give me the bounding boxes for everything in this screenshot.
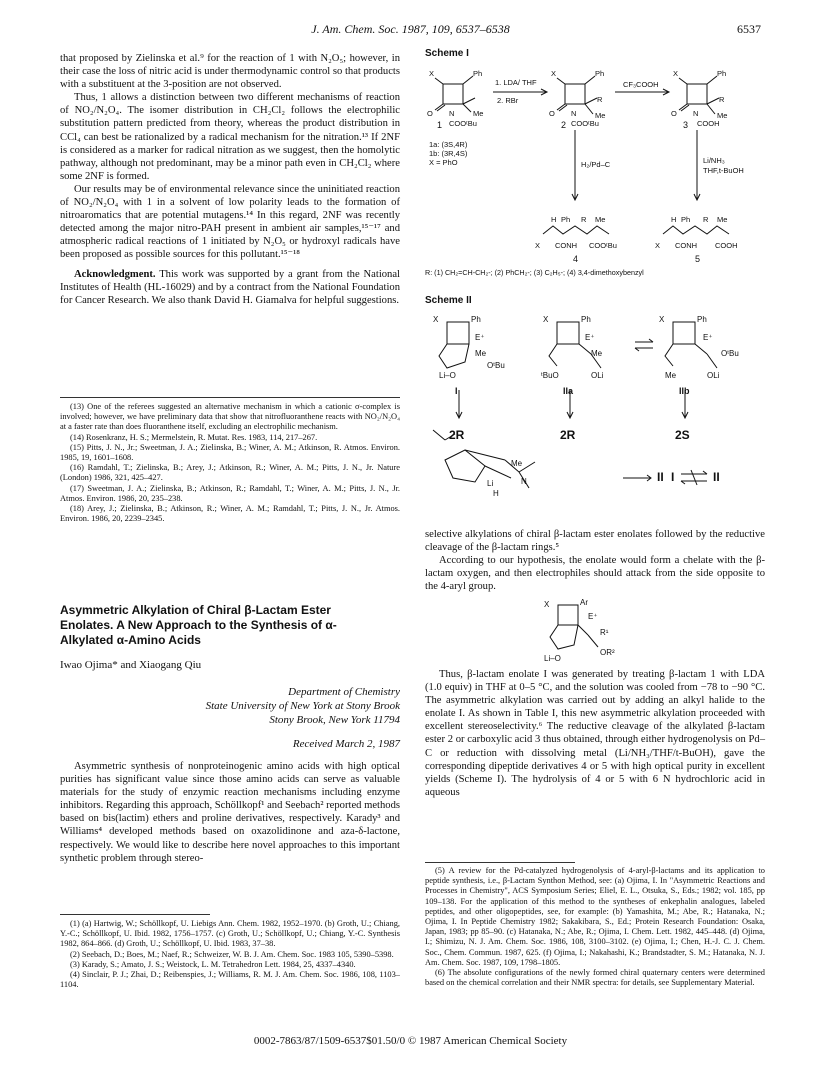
compound-IIa-label: IIa [563,386,574,396]
svg-text:X: X [544,600,550,609]
svg-text:ᵗBuO: ᵗBuO [541,371,559,380]
svg-text:Ph: Ph [561,215,571,224]
svg-text:Ph: Ph [471,315,481,324]
transition-state-ring [445,450,485,482]
svg-text:Ph: Ph [697,315,707,324]
acknowledgment-label: Acknowledgment. [74,268,156,280]
right-footnotes [425,866,765,988]
svg-text:N: N [571,109,577,118]
svg-text:X: X [535,241,541,250]
note-x: X = PhO [429,158,458,167]
svg-text:Li: Li [487,479,494,488]
enolate-I-chelate [439,344,469,368]
footnote: (13) One of the referees suggested an alternative mechanism in which a cationic σ-complex is involved; however, we have preliminary data that show that nitrofluoranthene reacts with NO₂/N₂O₄ at a faster rate than does fluoranthene itself, excluding an electrophilic mechanism. [60,402,400,432]
article-footnotes [60,919,400,990]
svg-text:Me: Me [511,459,523,468]
received-date: Received March 2, 1987 [292,738,400,750]
paragraph: Thus, 1 allows a distinction between two different mechanisms of reaction of NO₂/N₂O₄. The isomer distribution in CH₂Cl₂ follows the electrophilic substitution pattern predicted from theory, whereas the product distribution in CCl₄ can best be rationalized by a radical mechanism for the nitration.¹³ If 2NF is considered as a marker for radical nitration as we suggest, then the homolytic pathway, although not predominant, may be a minor path even in CH₂Cl₂ where some 2NF is formed. [60,92,400,182]
svg-text:N: N [693,109,699,118]
article-intro [60,760,400,865]
r-definition: R: (1) CH₂=CH-CH₂-; (2) PhCH₂-; (3) C₂H₅-; (4) 3,4-dimethoxybenzyl [425,268,644,277]
svg-text:X: X [543,315,549,324]
svg-text:Me: Me [595,215,606,224]
footnote: (6) The absolute configurations of the newly formed chiral quaternary centers were determined based on the chemical correlation and their NMR spectra: for details, see Supplementary Material. [425,968,765,988]
svg-text:R: R [703,215,709,224]
enolate-IIb-ring [673,322,695,344]
svg-text:E⁺: E⁺ [703,333,713,342]
footnote-rule [425,862,575,863]
article-authors: Iwao Ojima* and Xiaogang Qiu [60,659,202,671]
footnote: (16) Ramdahl, T.; Zielinska, B.; Arey, J.; Atkinson, R.; Winer, A. M.; Pitts, J. N., Jr. Nature (London) 1986, 321, 425–427. [60,463,400,483]
product-2s: 2S [675,428,690,442]
svg-text:X: X [673,69,679,78]
svg-text:X: X [659,315,665,324]
svg-text:Ph: Ph [473,69,483,78]
scheme1-label: Scheme I [425,48,469,59]
chelate-svg [530,595,680,675]
product-2r-b: 2R [560,428,576,442]
svg-text:R: R [719,95,725,104]
right-text-top [425,528,765,593]
svg-text:OLi: OLi [707,371,720,380]
svg-text:E⁺: E⁺ [475,333,485,342]
svg-text:X: X [433,315,439,324]
left-previous-article [60,52,400,307]
svg-text:Ph: Ph [717,69,727,78]
svg-text:2: 2 [561,120,567,130]
scheme1-notes [429,140,467,167]
note-1a: 1a: (3S,4R) [429,140,468,149]
svg-text:H: H [671,215,677,224]
svg-text:COOᵗBu: COOᵗBu [589,241,617,250]
dipeptide-5-chain [663,226,729,234]
svg-text:OLi: OLi [591,371,604,380]
svg-text:COOH: COOH [697,119,720,128]
svg-text:OᵗBu: OᵗBu [487,361,505,370]
right-text-main [425,668,765,799]
footnote: (15) Pitts, J. N., Jr.; Sweetman, J. A.; Zielinska, B.; Winer, A. M.; Atkinson, R. Atmos. Environ. 1985, 19, 1601–1608. [60,442,400,463]
compound-I-label: I [455,386,458,396]
svg-text:X: X [551,69,557,78]
footnote: (2) Seebach, D.; Boes, M.; Naef, R.; Schweizer, W. B. J. Am. Chem. Soc. 1983 105, 5390–5398. [70,949,394,959]
paragraph: that proposed by Zielinska et al.⁹ for the reaction of 1 with N₂O₅; however, in their case the loss of nitric acid is under thermodynamic control so that products with a substituent at the 3-position are not observed. [60,53,400,91]
svg-text:Me: Me [595,111,606,120]
svg-text:H: H [493,489,499,498]
note-1b: 1b: (3R,4S) [429,149,468,158]
product-2r-a: 2R [449,428,465,442]
footnote: (4) Sinclair, P. J.; Zhai, D.; Reibenspies, J.; Williams, R. M. J. Am. Chem. Soc. 1986, 108, 1103–1104. [60,970,400,990]
paragraph: Our results may be of environmental relevance since the uninitiated reaction of NO₂/N₂O₄ with 1 in a solvent of low polarity leads to the formation of nitroaromatics that are potential mutagens.¹⁴ In this regard, 2NF was recently detected among the major nitro-PAH present in ambient air samples,¹⁵⁻¹⁷ and atmospheric radical reactions of 1 initiated by N₂O₅ or hydroxyl radicals have been proposed as possible sources for this pollutant.¹⁵⁻¹⁸ [60,183,400,261]
footnote: (18) Arey, J.; Zielinska, B.; Atkinson, R.; Winer, A. M.; Ramdahl, T.; Pitts, J. N., Jr. Atmos. Environ. 1986, 20, 2239–2345. [60,504,400,524]
svg-text:COOH: COOH [715,241,738,250]
svg-text:Ph: Ph [595,69,605,78]
enolate-I-ring [447,322,469,344]
svg-text:COOᵗBu: COOᵗBu [449,119,477,128]
left-footnotes [60,402,400,524]
lactam-ring-3 [687,84,707,104]
scheme2-label: Scheme II [425,295,472,306]
svg-text:1: 1 [437,120,443,130]
page-footer: 0002-7863/87/1509-6537$01.50/0 © 1987 American Chemical Society [253,1035,568,1047]
compound-IIb-label: IIb [679,386,690,396]
scheme2-diagram [425,310,765,530]
chelate-hypothesis-structure [530,595,680,675]
svg-text:R: R [597,95,603,104]
affiliation-line: Department of Chemistry [288,686,400,698]
acknowledgment-text: This work was supported by a grant from the National Institutes of Health (HL-16029) and by a contract from the National Foundation for Cancer Research. We also thank David H. Giamalva for helpful suggestions. [60,268,400,306]
svg-text:Me: Me [473,109,484,118]
journal-citation: J. Am. Chem. Soc. 1987, 109, 6537–6538 [311,22,510,36]
reagent-rbr: 2. RBr [497,96,519,105]
lactam-ring-2 [565,84,585,104]
paragraph: selective alkylations of chiral β-lactam ester enolates followed by the reductive cleavage of the β-lactam rings.⁵ [425,529,765,554]
reagent-h2-pdc: H₂/Pd–C [581,160,611,169]
eq-right-II: II [713,470,720,484]
footnote: (5) A review for the Pd-catalyzed hydrogenolysis of 4-aryl-β-lactams and its application to peptide synthesis, i.e., β-Lactam Synthon Method, see: (a) Ojima, I. In "Asymmetric Reactions and Processes in Chemistry", ACS Symposium Series; Eliel, E. L., Otsuka, S., Eds.; 1982; vol. 185, pp 109–138. For the application of this method to the syntheses of enkephalin analogues, labeled peptides, and other oligopeptides, see, for example: (b) Yamashita, M.; Abe, R.; Hatanaka, N.; Ojima, I. In Peptide Chemistry 1982; Sakakibara, S., Ed.; Protein Research Foundation: Osaka, Japan, 1983; pp 85–90. (c) Hatanaka, N.; Abe, R.; Ojima, I. Chem. Lett. 1982, 445–448. (d) Ojima, I.; Shimizu, N. J. Am. Chem. Soc. 1986, 108, 3100–3102. (e) Ojima, I.; Chen, H.-J. C. J. Chem. Soc., Chem. Commun. 1987, 625. (f) Ojima, I.; Nakahashi, K.; Brandstadter, S. M.; Hatanaka, N. J. Am. Chem. Soc. 1987, 109, 1798–1805. [425,866,765,967]
svg-text:R: R [581,215,587,224]
ts-product-II: II [657,470,664,484]
reagent-li-nh3: Li/NH₃ [703,156,725,165]
svg-text:O: O [549,109,555,118]
reagent-thf-tbuoh: THF,t-BuOH [703,166,744,175]
svg-text:Me: Me [591,349,603,358]
footnote: (14) Rosenkranz, H. S.; Mermelstein, R. Mutat. Res. 1983, 114, 217–267. [70,432,318,442]
svg-text:Ph: Ph [681,215,691,224]
svg-text:Li–O: Li–O [544,654,561,663]
svg-text:OᵗBu: OᵗBu [721,349,739,358]
svg-text:CONH: CONH [675,241,698,250]
paragraph: According to our hypothesis, the enolate would form a chelate with the β-lactam oxygen, and then electrophiles should attack from the side opposite to the 4-aryl group. [425,555,765,593]
article-title: Asymmetric Alkylation of Chiral β-Lactam Ester Enolates. A New Approach to the Synthesis of α-Alkylated α-Amino Acids [60,603,337,647]
svg-text:Ph: Ph [581,315,591,324]
svg-text:4: 4 [573,254,579,264]
svg-text:COOᵗBu: COOᵗBu [571,119,599,128]
running-header [0,22,821,38]
svg-text:Ar: Ar [580,598,588,607]
scheme1-diagram [425,62,765,287]
svg-text:Me: Me [665,371,677,380]
paragraph: Asymmetric synthesis of nonproteinogenic amino acids with high optical purities has significant value since those amino acids can serve as valuable materials for the study of enzymic reaction mechanisms including enzyme inhibitors. Regarding this approach, Schöllkopf¹ and Seebach² reported methods based on bis(lactim) ethers and proline derivatives, respectively. Karady³ and Williams⁴ developed methods based on oxazolidinone and aza-δ-lactone, respectively. We would like to describe here novel approaches to this important synthetic problem through stereo- [60,761,400,864]
affiliation-line: State University of New York at Stony Brook [205,700,400,712]
svg-text:X: X [655,241,661,250]
svg-text:3: 3 [683,120,689,130]
paragraph: Thus, β-lactam enolate I was generated by treating β-lactam 1 with LDA (1.0 equiv) in THF at 0–5 °C, and the solution was cooled from −78 to −90 °C. The asymmetric alkylation was carried out by adding an alkyl halide to the enolate I. As shown in Table I, this new asymmetric alkylation proceeded with excellent stereoselectivity.⁶ The reductive cleavage of the alkylated β-lactam ester 2 or carboxylic acid 3 thus obtained, through either hydrogenolysis on Pd–C or reduction with dissolving metal (Li/NH₃/THF/t-BuOH), gave the corresponding dipeptide derivatives 4 or 5 with high optical purity in excellent yields (Scheme I). The hydrolysis of 4 or 5 with 6 N hydrochloric acid in aqueous [425,669,765,798]
dipeptide-4-chain [543,226,609,234]
acknowledgment [60,268,400,307]
svg-text:E⁺: E⁺ [588,612,598,621]
reagent-tfa: CF₃COOH [623,80,659,89]
svg-text:H: H [551,215,557,224]
reagent-lda: 1. LDA/ THF [495,78,537,87]
footnote-rule [60,397,400,398]
svg-text:Li–O: Li–O [439,371,456,380]
svg-text:E⁺: E⁺ [585,333,595,342]
footnote: (1) (a) Hartwig, W.; Schöllkopf, U. Liebigs Ann. Chem. 1982, 1952–1970. (b) Groth, U.; Chiang, Y.-C.; Schöllkopf, U. Ibid. 1982, 1756–1757. (c) Groth, U.; Schöllkopf, U.; Chiang, Y.-C. Synthesis 1982, 864–866. (d) Groth, U.; Schöllkopf, U. Ibid. 1983, 37–38. [60,919,400,949]
svg-text:OR²: OR² [600,648,615,657]
footnote-rule [60,914,210,915]
affiliation [60,685,400,727]
footnote: (17) Sweetman, J. A.; Zielinska, B.; Atkinson, R.; Ramdahl, T.; Winer, A. M.; Pitts, J. N., Jr. Atmos. Environ. 1986, 20, 235–238. [60,483,400,503]
svg-text:N: N [449,109,455,118]
svg-text:5: 5 [695,254,701,264]
page-number: 6537 [737,22,761,36]
svg-text:R¹: R¹ [600,628,609,637]
svg-text:N: N [521,477,527,486]
eq-left-I: I [671,470,675,484]
affiliation-line: Stony Brook, New York 11794 [269,714,400,726]
svg-text:Me: Me [717,215,728,224]
enolate-IIa-ring [557,322,579,344]
scheme2-svg [425,310,765,530]
svg-text:O: O [671,109,677,118]
svg-text:Me: Me [717,111,728,120]
svg-text:X: X [429,69,435,78]
svg-text:CONH: CONH [555,241,578,250]
lactam-ring-1 [443,84,463,104]
svg-text:O: O [427,109,433,118]
svg-text:Me: Me [475,349,487,358]
footnote: (3) Karady, S.; Amato, J. S.; Weistock, L. M. Tetrahedron Lett. 1984, 25, 4337–4340. [70,959,356,969]
